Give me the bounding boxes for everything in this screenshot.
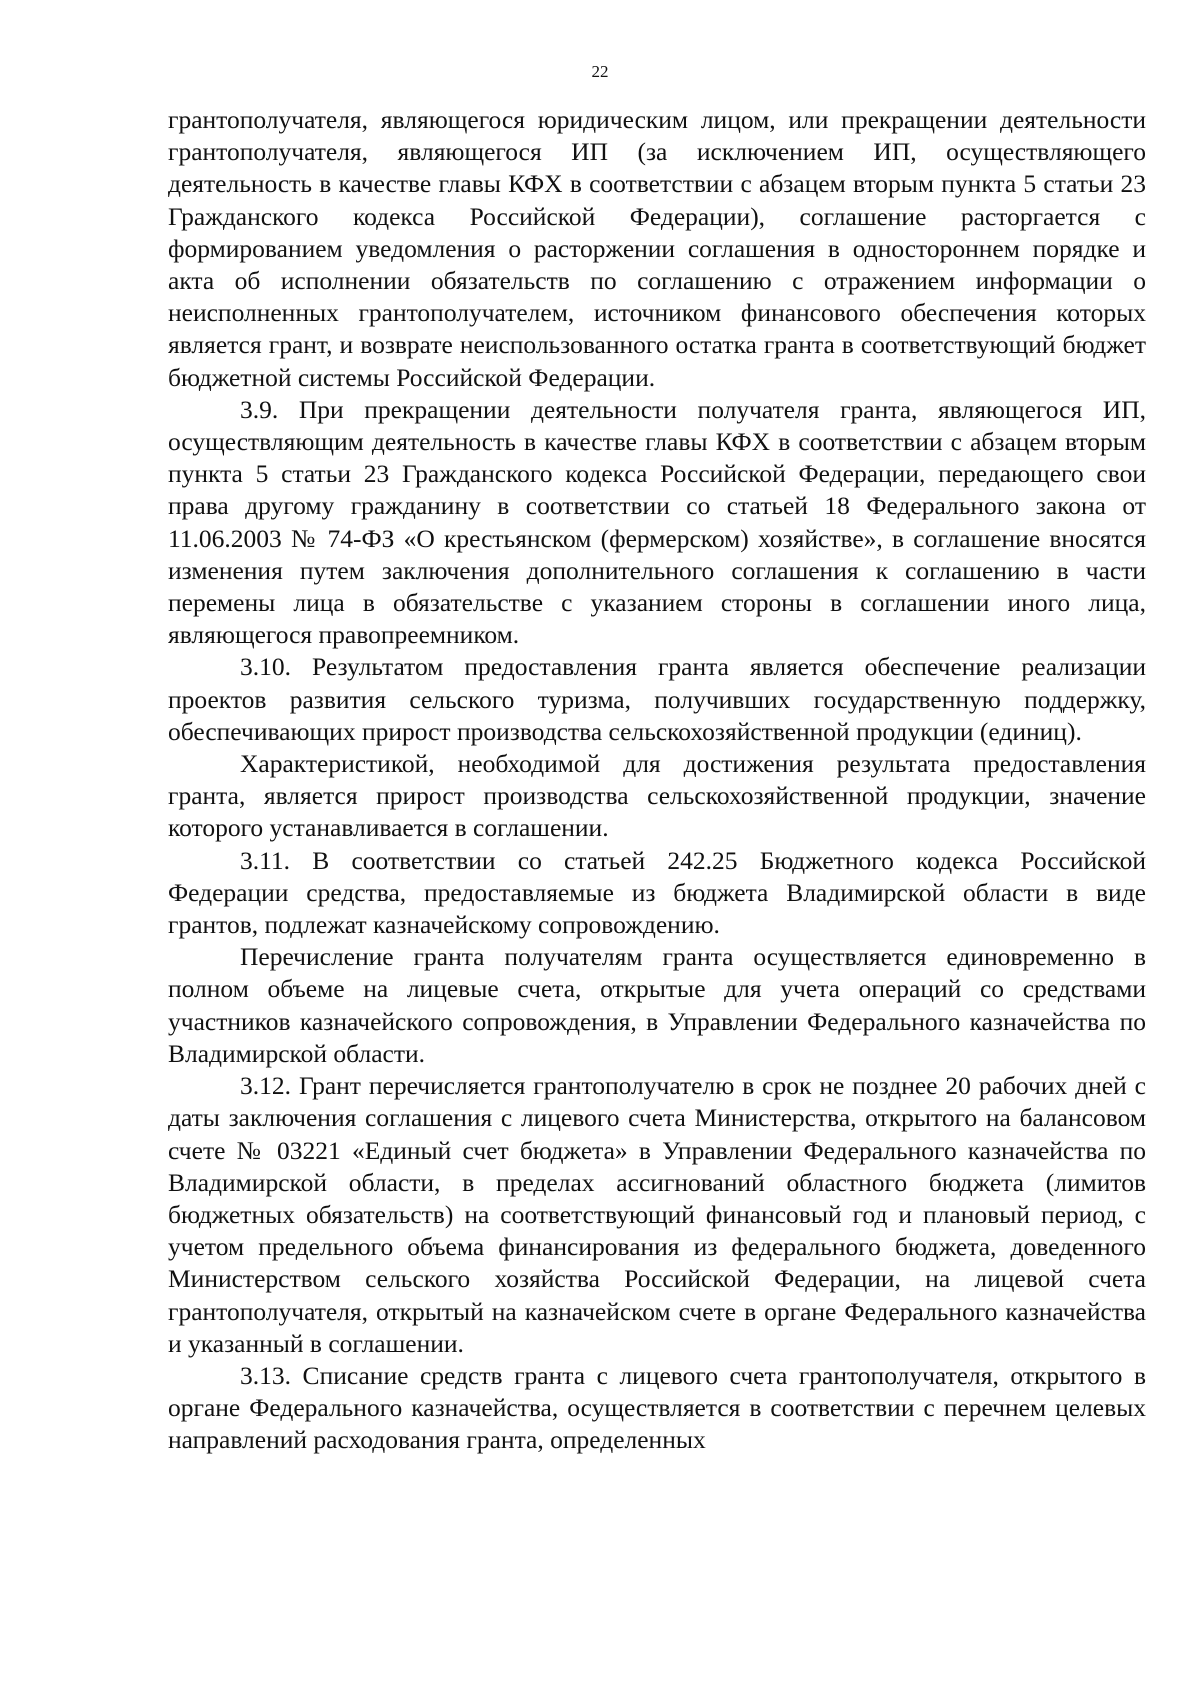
paragraph-clause-3-11: 3.11. В соответствии со статьей 242.25 Бюджетного кодекса Российской Федерации средства, предоставляемые из бюджета Владимирской области в виде грантов, подлежат казначейскому сопровождению.: [168, 845, 1146, 940]
paragraph-clause-3-9: 3.9. При прекращении деятельности получателя гранта, являющегося ИП, осуществляющим деятельность в качестве главы КФХ в соответствии с абзацем вторым пункта 5 статьи 23 Гражданского кодекса Российской Федерации, передающего свои права другому гражданину в соответствии со статьей 18 Федерального закона от 11.06.2003 № 74-ФЗ «О крестьянском (фермерском) хозяйстве», в соглашение вносятся изменения путем заключения дополнительного соглашения к соглашению в части перемены лица в обязательстве с указанием стороны в соглашении иного лица, являющегося правопреемником.: [168, 394, 1146, 650]
paragraph-clause-3-12: 3.12. Грант перечисляется грантополучателю в срок не позднее 20 рабочих дней с даты заключения соглашения с лицевого счета Министерства, открытого на балансовом счете № 03221 «Единый счет бюджета» в Управлении Федерального казначейства по Владимирской области, в пределах ассигнований областного бюджета (лимитов бюджетных обязательств) на соответствующий финансовый год и плановый период, с учетом предельного объема финансирования из федерального бюджета, доведенного Министерством сельского хозяйства Российской Федерации, на лицевой счета грантополучателя, открытый на казначейском счете в органе Федерального казначейства и указанный в соглашении.: [168, 1071, 1146, 1358]
paragraph-clause-3-11-transfer: Перечисление гранта получателям гранта осуществляется единовременно в полном объеме на лицевые счета, открытые для учета операций со средствами участников казначейского сопровождения, в Управлении Федерального казначейства по Владимирской области.: [168, 942, 1146, 1068]
paragraph-clause-3-10-characteristic: Характеристикой, необходимой для достижения результата предоставления гранта, является прирост производства сельскохозяйственной продукции, значение которого устанавливается в соглашении.: [168, 749, 1146, 843]
page-number: 22: [591, 62, 609, 81]
paragraph-clause-3-13: 3.13. Списание средств гранта с лицевого счета грантополучателя, открытого в органе Федерального казначейства, осуществляется в соответствии с перечнем целевых направлений расходования гранта, определенных: [168, 1360, 1146, 1455]
paragraph-continuation: грантополучателя, являющегося юридическим лицом, или прекращении деятельности грантополучателя, являющегося ИП (за исключением ИП, осуществляющего деятельность в качестве главы КФХ в соответствии с абзацем вторым пункта 5 статьи 23 Гражданского кодекса Российской Федерации), соглашение расторгается с формированием уведомления о расторжении соглашения в одностороннем порядке и акта об исполнении обязательств по соглашению с отражением информации о неисполненных грантополучателем, источником финансового обеспечения которых является грант, и возврате неиспользованного остатка гранта в соответствующий бюджет бюджетной системы Российской Федерации.: [168, 105, 1146, 392]
paragraph-clause-3-10: 3.10. Результатом предоставления гранта является обеспечение реализации проектов развития сельского туризма, получивших государственную поддержку, обеспечивающих прирост производства сельскохозяйственной продукции (единиц).: [168, 652, 1146, 746]
document-body: [168, 104, 1146, 1457]
